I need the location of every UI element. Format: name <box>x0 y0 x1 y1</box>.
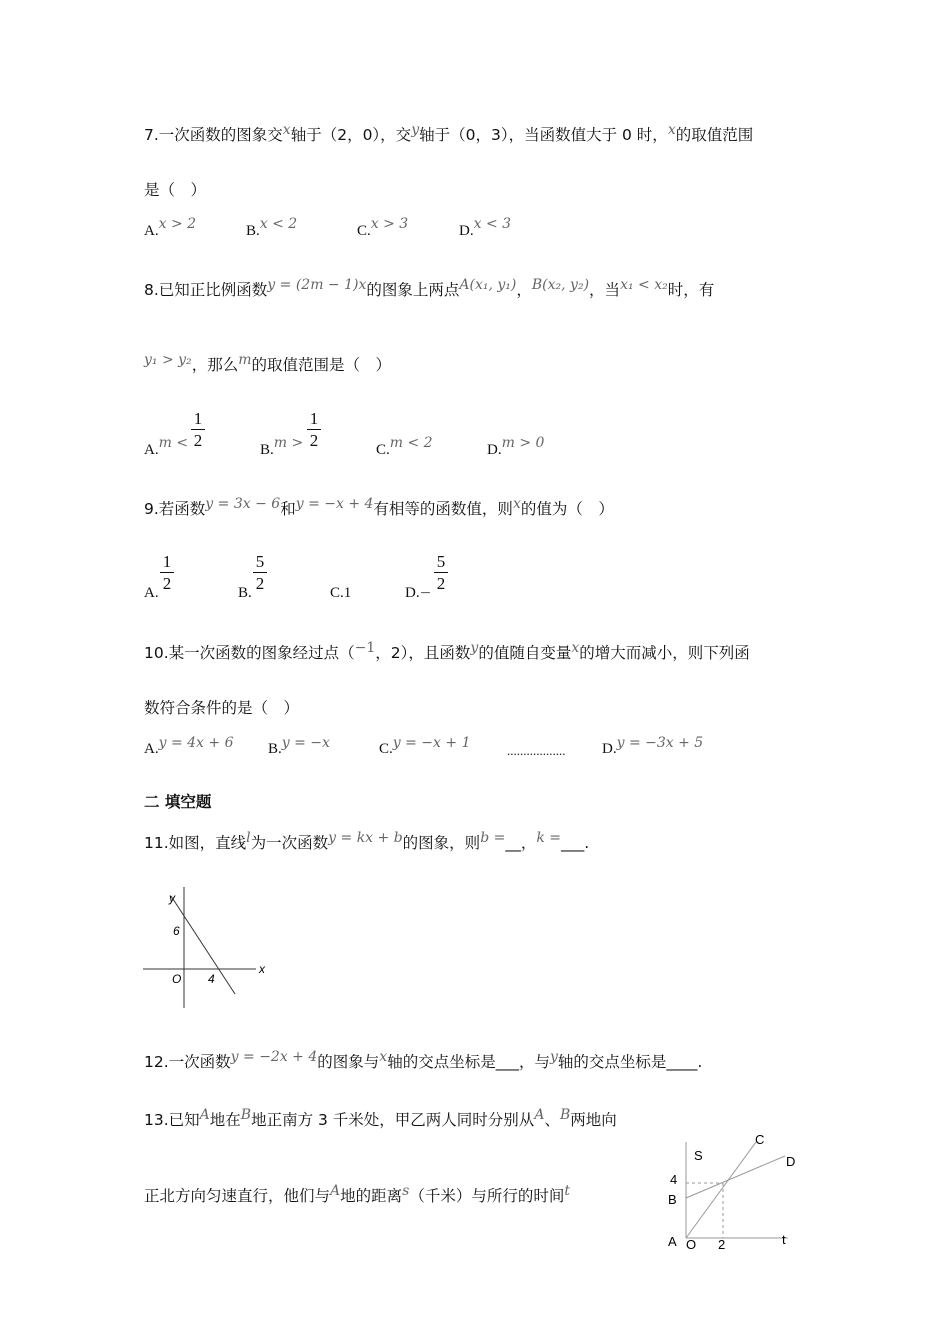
q7-text-1: 7.一次函数的图象交 <box>144 126 283 144</box>
q13-text-3: 地正南方 3 千米处，甲乙两人同时分别从 <box>251 1111 535 1129</box>
q10-option-b-label: B. <box>268 741 282 757</box>
q10-line1 <box>144 640 750 662</box>
q8-text-1: 8.已知正比例函数 <box>144 281 268 299</box>
q7-option-b[interactable] <box>246 216 298 239</box>
q7-option-b-expr: x < 2 <box>259 216 298 232</box>
q11-line1 <box>144 830 590 852</box>
q8-equation: y = (2m − 1)x <box>267 277 367 293</box>
q13-var-a3: A <box>330 1183 341 1199</box>
q9-text-4: 的值为（ ） <box>520 500 614 518</box>
q8-option-d-expr: m > 0 <box>501 435 545 451</box>
q8-text-6: 的取值范围是（ ） <box>251 356 391 374</box>
q8-text-3: ，当 <box>589 281 621 299</box>
q8-condition-y: y₁ > y₂ <box>144 352 192 368</box>
q8-option-a-den: 2 <box>193 431 203 450</box>
q13-var-a1: A <box>199 1107 210 1123</box>
q10-line2: 数符合条件的是（ ） <box>144 699 300 717</box>
q11-origin-label: O <box>172 972 182 986</box>
q8-option-d[interactable] <box>487 435 545 458</box>
q12-equation: y = −2x + 4 <box>230 1049 318 1065</box>
q9-option-b[interactable]: B. <box>238 585 252 601</box>
q8-option-b-expr: m > <box>273 435 304 451</box>
q8-var-m: m <box>238 352 252 368</box>
q10-option-a[interactable] <box>144 735 234 757</box>
q11-text-3: 的图象，则 <box>402 834 481 852</box>
q13-text-6: 正北方向匀速直行，他们与 <box>144 1187 331 1205</box>
q8-line1 <box>144 277 715 299</box>
q11-text-1: 11.如图，直线 <box>144 834 247 852</box>
q7-option-d[interactable] <box>459 216 512 239</box>
q13-var-s: s <box>402 1183 410 1199</box>
q13-text-8: （千米）与所行的时间 <box>409 1187 565 1205</box>
q10-option-c-label: C. <box>379 741 393 757</box>
q8-point-a: A(x₁, y₁) <box>459 277 517 293</box>
q7-text-4: 的取值范围 <box>675 126 754 144</box>
q8-option-c-expr: m < 2 <box>389 435 433 451</box>
q13-c-label: C <box>755 1132 765 1147</box>
q13-text-4: 、 <box>544 1111 560 1129</box>
q10-option-b[interactable] <box>268 735 330 757</box>
q13-line2 <box>144 1183 570 1205</box>
q13-text-7: 地的距离 <box>340 1187 403 1205</box>
q8-option-b-den: 2 <box>309 431 319 450</box>
q11-var-k: k = <box>536 830 562 846</box>
q11-y-intercept: 6 <box>173 924 180 938</box>
q11-var-l: l <box>246 830 251 846</box>
q9-option-d-num: 5 <box>436 552 446 571</box>
q13-s-label: S <box>694 1148 703 1163</box>
q13-var-t: t <box>564 1183 570 1199</box>
q10-option-a-expr: y = 4x + 6 <box>158 735 234 751</box>
q9-option-b-den: 2 <box>255 574 265 593</box>
q8-option-a-expr: m < <box>158 435 189 451</box>
q13-line1 <box>144 1107 617 1129</box>
q11-text-2: 为一次函数 <box>250 834 329 852</box>
q10-option-d-expr: y = −3x + 5 <box>616 735 704 751</box>
q11-equation: y = kx + b <box>328 830 403 846</box>
q12-var-y: y <box>549 1049 558 1065</box>
q10-text-4: 的增大而减小，则下列函 <box>579 644 750 662</box>
q7-text-2: 轴于（2，0），交 <box>290 126 412 144</box>
q8-option-c-label: C. <box>376 442 390 458</box>
q8-option-b-num: 1 <box>309 409 319 428</box>
q9-option-a-num: 1 <box>162 552 172 571</box>
q9-text-1: 9.若函数 <box>144 500 206 518</box>
q13-d-label: D <box>786 1154 796 1169</box>
q8-point-b: B(x₂, y₂) <box>531 277 590 293</box>
q11-x-label: x <box>259 962 265 976</box>
q13-text-2: 地在 <box>209 1111 241 1129</box>
q9-option-a-fraction <box>160 553 174 592</box>
q13-a-label: A <box>668 1234 677 1249</box>
q7-var-x2: x <box>667 122 676 138</box>
q10-option-b-expr: y = −x <box>281 735 330 751</box>
q8-option-a-fraction <box>191 410 205 449</box>
q10-text-1: 10.某一次函数的图象经过点（ <box>144 644 355 662</box>
q7-option-c[interactable] <box>357 216 409 239</box>
q7-var-y: y <box>411 122 420 138</box>
q13-t-label: t <box>782 1232 786 1247</box>
q10-option-d-label: D. <box>602 741 617 757</box>
q7-option-a-label: A. <box>144 223 159 239</box>
q9-option-d-sign: − <box>419 585 432 601</box>
q10-text-3: 的值随自变量 <box>478 644 572 662</box>
q9-text-3: 有相等的函数值，则 <box>373 500 513 518</box>
q10-option-c-expr: y = −x + 1 <box>392 735 471 751</box>
q13-two-label: 2 <box>718 1237 726 1252</box>
q13-four-label: 4 <box>670 1172 678 1187</box>
q7-line1 <box>144 122 754 144</box>
q8-text-5: ，那么 <box>191 356 239 374</box>
q11-var-b: b = <box>480 830 506 846</box>
q8-line2 <box>144 352 391 374</box>
q9-option-d-fraction <box>434 553 448 592</box>
q8-option-b[interactable] <box>260 435 304 458</box>
q9-option-b-num: 5 <box>255 552 265 571</box>
q10-dots: .................. <box>507 743 566 758</box>
q13-b-label: B <box>668 1192 677 1207</box>
q11-x-intercept: 4 <box>208 972 215 986</box>
q9-option-c[interactable]: C.1 <box>330 585 352 601</box>
q7-option-a[interactable] <box>144 216 197 239</box>
q13-var-b2: B <box>559 1107 571 1123</box>
q7-line2: 是（ ） <box>144 181 207 199</box>
q10-option-d[interactable] <box>602 735 704 757</box>
q9-option-d-den: 2 <box>436 574 446 593</box>
q8-text-4: 时，有 <box>667 281 715 299</box>
q11-graph <box>138 882 278 1012</box>
section-title-fill-in: 二 填空题 <box>144 793 212 811</box>
q9-option-b-fraction <box>253 553 267 592</box>
q12-text-2: 的图象与 <box>317 1053 380 1071</box>
q9-equation-1: y = 3x − 6 <box>205 496 281 512</box>
q10-neg-one: −1 <box>354 640 376 656</box>
q13-var-b1: B <box>240 1107 252 1123</box>
q7-option-d-expr: x < 3 <box>473 216 512 232</box>
q8-text-2: 的图象上两点 <box>366 281 460 299</box>
q13-o-label: O <box>686 1237 697 1252</box>
q12-text-1: 12.一次函数 <box>144 1053 231 1071</box>
q8-comma: ， <box>516 281 532 299</box>
q13-var-a2: A <box>534 1107 545 1123</box>
q9-option-d-label: D. <box>405 585 420 601</box>
q9-equation-2: y = −x + 4 <box>295 496 374 512</box>
q7-option-a-expr: x > 2 <box>158 216 197 232</box>
q7-option-c-expr: x > 3 <box>370 216 409 232</box>
q9-option-a-den: 2 <box>162 574 172 593</box>
q13-text-5: 两地向 <box>570 1111 617 1129</box>
q7-var-x: x <box>282 122 291 138</box>
q8-condition-x: x₁ < x₂ <box>620 277 668 293</box>
q8-option-a[interactable] <box>144 435 189 458</box>
q10-var-x: x <box>571 640 580 656</box>
q7-option-c-label: C. <box>357 223 371 239</box>
q12-line1 <box>144 1049 703 1071</box>
q10-option-c[interactable] <box>379 735 471 757</box>
q8-option-a-num: 1 <box>193 409 203 428</box>
q8-option-c[interactable] <box>376 435 433 458</box>
q10-var-y: y <box>470 640 479 656</box>
q11-blank-b[interactable]: __， <box>505 834 537 852</box>
q12-text-4: 轴的交点坐标是____. <box>557 1053 703 1071</box>
q10-text-2: ，2），且函数 <box>375 644 471 662</box>
q12-text-3: 轴的交点坐标是___，与 <box>387 1053 550 1071</box>
q7-option-b-label: B. <box>246 223 260 239</box>
q9-option-a[interactable]: A. <box>144 585 159 601</box>
q7-text-3: 轴于（0，3），当函数值大于 0 时， <box>419 126 668 144</box>
q8-option-d-label: D. <box>487 442 502 458</box>
q8-option-a-label: A. <box>144 442 159 458</box>
q13-text-1: 13.已知 <box>144 1111 200 1129</box>
q9-text-2: 和 <box>280 500 296 518</box>
q13-graph <box>660 1128 805 1258</box>
q11-blank-k[interactable]: ___. <box>561 834 590 852</box>
q10-option-a-label: A. <box>144 741 159 757</box>
q12-var-x: x <box>379 1049 388 1065</box>
q8-option-b-label: B. <box>260 442 274 458</box>
q8-option-b-fraction <box>307 410 321 449</box>
q11-y-label: y <box>169 891 175 905</box>
q7-option-d-label: D. <box>459 223 474 239</box>
q9-line1 <box>144 496 614 518</box>
q9-option-d[interactable] <box>405 586 431 601</box>
q9-var-x: x <box>512 496 521 512</box>
